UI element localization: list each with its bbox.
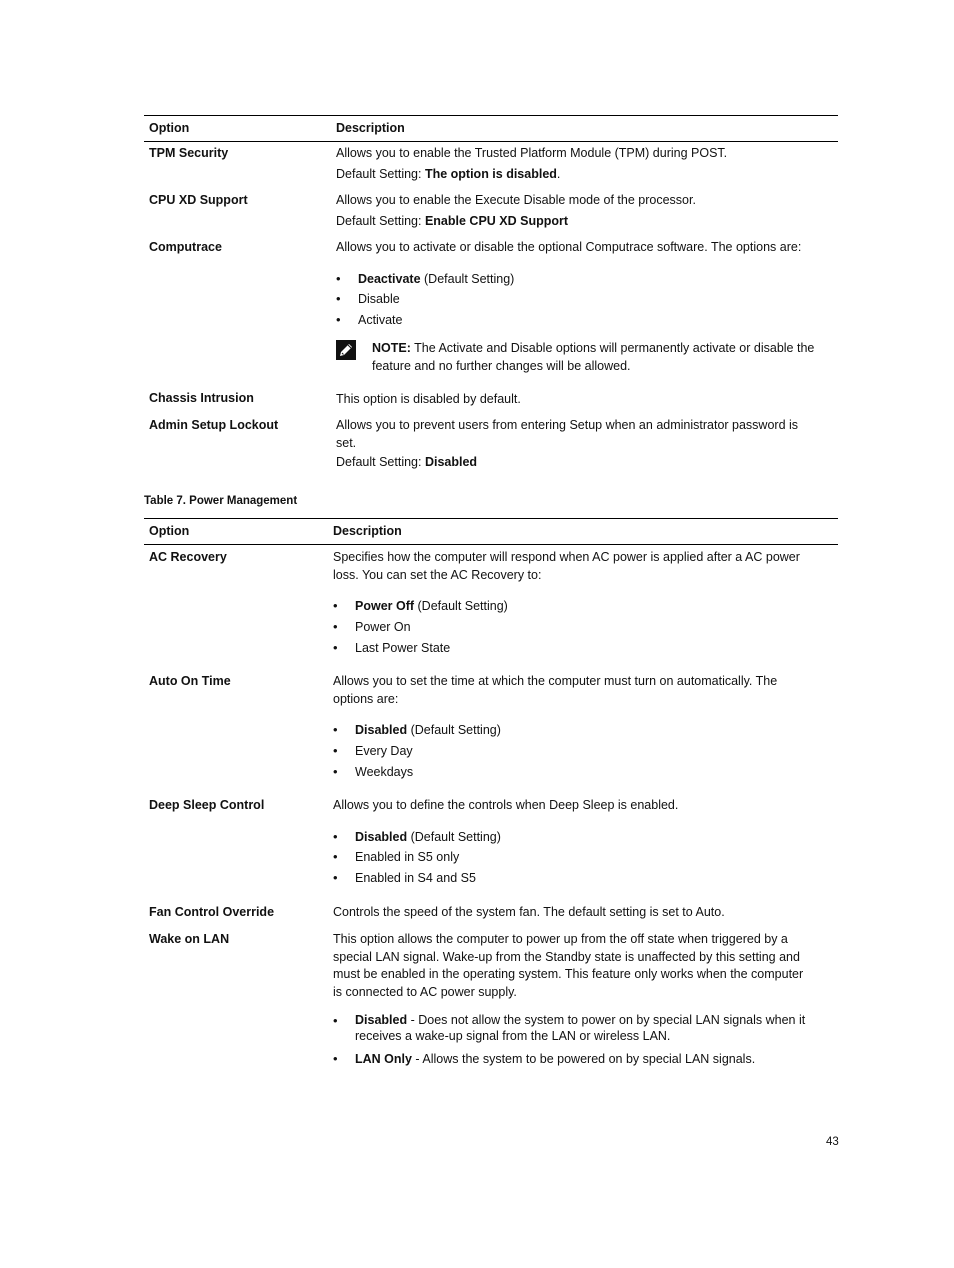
desc-text: is connected to AC power supply. bbox=[333, 984, 517, 999]
wake-on-lan-options-list bbox=[333, 1013, 833, 1070]
desc-text: Allows you to define the controls when Deep Sleep is enabled. bbox=[333, 798, 679, 812]
desc-fan-control-override bbox=[333, 904, 725, 922]
page-number: 43 bbox=[826, 1136, 839, 1148]
power-management-table bbox=[144, 518, 838, 545]
default-label: Default Setting: bbox=[336, 166, 425, 181]
note-block bbox=[336, 339, 836, 375]
item-text: Power On bbox=[355, 619, 411, 634]
default-label: Default Setting: bbox=[336, 455, 425, 469]
item-bold: Disabled bbox=[355, 723, 408, 737]
list-item bbox=[333, 827, 678, 848]
header-description: Description bbox=[336, 121, 405, 135]
header-option: Option bbox=[149, 121, 190, 135]
header-description: Description bbox=[333, 524, 402, 538]
note-body: The Activate and Disable options will permanently activate or disable the feature and no further changes will be allowed. bbox=[372, 340, 815, 373]
header-option: Option bbox=[149, 524, 190, 538]
desc-admin-setup-lockout bbox=[336, 417, 798, 472]
item-bold: Power Off bbox=[355, 599, 415, 613]
note-pencil-icon bbox=[336, 340, 356, 360]
desc-ac-recovery bbox=[333, 549, 800, 658]
desc-chassis-intrusion bbox=[336, 391, 521, 409]
item-bold: Disabled bbox=[355, 829, 408, 844]
computrace-options-list bbox=[336, 269, 836, 331]
item-text: Weekdays bbox=[355, 764, 414, 779]
option-auto-on-time: Auto On Time bbox=[149, 674, 231, 688]
default-label: Default Setting: bbox=[336, 213, 425, 228]
desc-text: Controls the speed of the system fan. The default setting is set to Auto. bbox=[333, 905, 725, 919]
item-text: - Allows the system to be powered on by special LAN signals. bbox=[411, 1052, 756, 1066]
list-item bbox=[333, 596, 800, 617]
option-computrace: Computrace bbox=[149, 240, 222, 254]
desc-tpm-security bbox=[336, 145, 727, 183]
option-fan-control-override: Fan Control Override bbox=[149, 905, 275, 919]
default-setting bbox=[336, 454, 798, 472]
default-setting bbox=[336, 166, 727, 184]
desc-wake-on-lan bbox=[333, 931, 833, 1070]
desc-text: Allows you to set the time at which the computer must turn on automatically. The bbox=[333, 674, 778, 688]
option-cpu-xd-support: CPU XD Support bbox=[149, 193, 248, 207]
option-wake-on-lan: Wake on LAN bbox=[149, 932, 230, 946]
item-text: (Default Setting) bbox=[414, 599, 508, 613]
item-text: - Does not allow the system to power on by special LAN signals when it receives a wake-up signal from the LAN or wireless LAN. bbox=[355, 1013, 806, 1043]
list-item bbox=[333, 1013, 833, 1044]
desc-text: must be enabled in the operating system. This feature only works when the computer bbox=[333, 967, 804, 981]
list-item bbox=[333, 638, 800, 659]
desc-text: options are: bbox=[333, 691, 399, 706]
desc-computrace bbox=[336, 239, 836, 375]
option-admin-setup-lockout: Admin Setup Lockout bbox=[149, 418, 279, 432]
list-item bbox=[333, 847, 678, 868]
item-bold: Deactivate bbox=[358, 271, 421, 286]
item-bold: LAN Only bbox=[355, 1052, 412, 1066]
item-text: Activate bbox=[358, 313, 403, 328]
security-options-table bbox=[144, 115, 838, 142]
default-suffix: . bbox=[556, 166, 561, 181]
desc-deep-sleep-control bbox=[333, 797, 678, 889]
item-text: Enabled in S4 and S5 bbox=[355, 871, 476, 886]
desc-text: Allows you to activate or disable the optional Computrace software. The options are: bbox=[336, 240, 802, 254]
list-item bbox=[333, 762, 777, 783]
list-item bbox=[336, 310, 836, 331]
item-text: (Default Setting) bbox=[407, 723, 501, 737]
auto-on-time-options-list bbox=[333, 720, 777, 782]
desc-text: Allows you to enable the Trusted Platform Module (TPM) during POST. bbox=[336, 146, 728, 160]
item-text: Enabled in S5 only bbox=[355, 850, 460, 865]
list-item bbox=[336, 289, 836, 310]
ac-recovery-options-list bbox=[333, 596, 800, 658]
list-item bbox=[333, 720, 777, 741]
note-text bbox=[372, 339, 836, 375]
desc-auto-on-time bbox=[333, 673, 777, 782]
desc-text: loss. You can set the AC Recovery to: bbox=[333, 567, 542, 582]
item-text: (Default Setting) bbox=[407, 829, 501, 844]
table-header bbox=[144, 519, 838, 545]
desc-cpu-xd-support bbox=[336, 192, 696, 230]
desc-text: This option is disabled by default. bbox=[336, 392, 521, 406]
item-text: Every Day bbox=[355, 743, 413, 758]
desc-text-cont: set. bbox=[336, 435, 357, 450]
default-value: Enable CPU XD Support bbox=[424, 213, 569, 228]
list-item bbox=[336, 269, 836, 290]
table-header bbox=[144, 116, 838, 142]
note-label: NOTE: bbox=[372, 340, 411, 355]
default-value: The option is disabled bbox=[424, 166, 557, 181]
option-tpm-security: TPM Security bbox=[149, 146, 229, 160]
default-setting bbox=[336, 213, 696, 231]
option-chassis-intrusion: Chassis Intrusion bbox=[149, 391, 254, 405]
desc-text: This option allows the computer to power up from the off state when triggered by a bbox=[333, 932, 788, 946]
deep-sleep-options-list bbox=[333, 827, 678, 889]
item-text: Disable bbox=[358, 292, 400, 307]
option-deep-sleep-control: Deep Sleep Control bbox=[149, 798, 265, 812]
list-item bbox=[333, 1049, 833, 1070]
desc-text: special LAN signal. Wake-up from the Standby state is unaffected by this setting and bbox=[333, 949, 800, 964]
list-item bbox=[333, 617, 800, 638]
desc-text: Allows you to enable the Execute Disable mode of the processor. bbox=[336, 193, 696, 207]
default-value: Disabled bbox=[424, 455, 478, 469]
list-item bbox=[333, 868, 678, 889]
item-text: Last Power State bbox=[355, 640, 451, 655]
option-ac-recovery: AC Recovery bbox=[149, 550, 227, 564]
item-text: (Default Setting) bbox=[420, 271, 515, 286]
desc-text: Allows you to prevent users from entering Setup when an administrator password is bbox=[336, 418, 799, 432]
desc-text: Specifies how the computer will respond when AC power is applied after a AC power bbox=[333, 550, 800, 564]
list-item bbox=[333, 741, 777, 762]
item-bold: Disabled bbox=[355, 1013, 408, 1027]
table-caption: Table 7. Power Management bbox=[144, 495, 298, 507]
